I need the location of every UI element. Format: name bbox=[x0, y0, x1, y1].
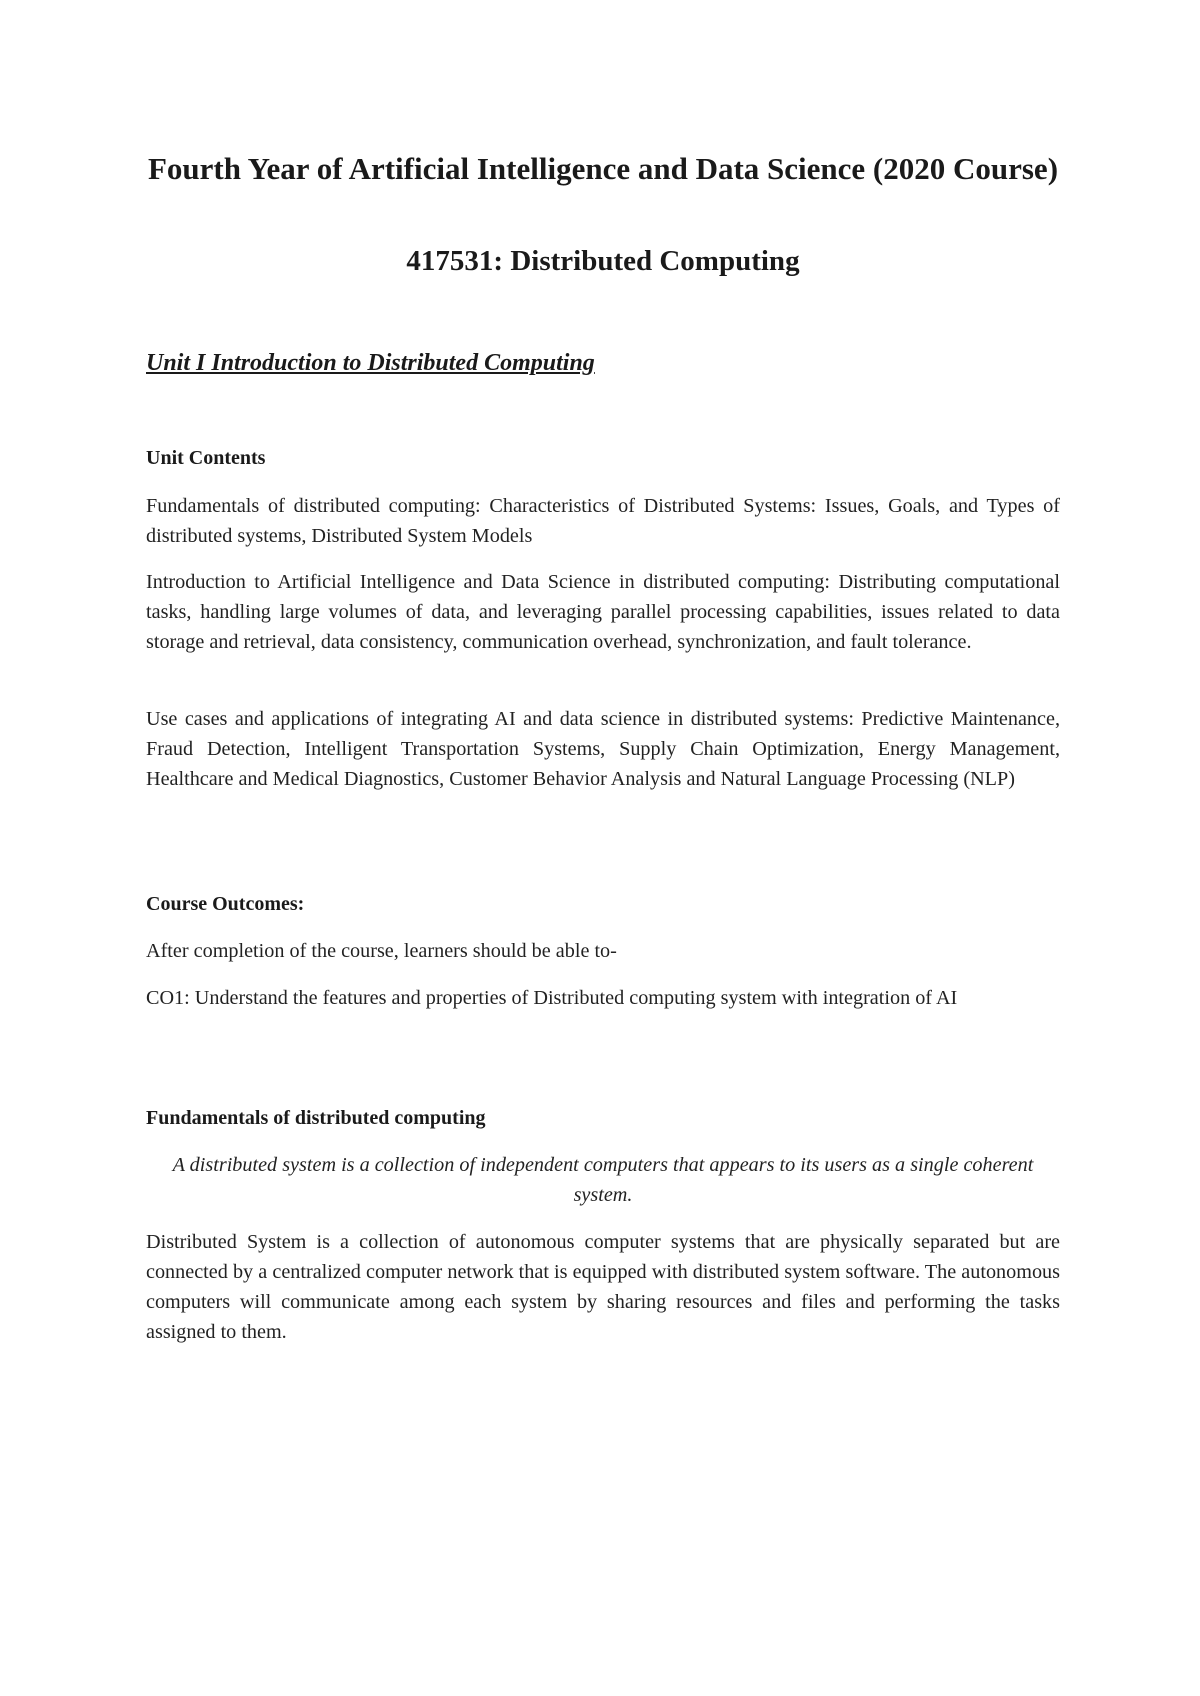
course-subtitle: 417531: Distributed Computing bbox=[406, 245, 800, 277]
fundamentals-label: Fundamentals of distributed computing bbox=[146, 1107, 486, 1129]
course-outcomes-label: Course Outcomes: bbox=[146, 893, 305, 915]
course-outcomes-intro: After completion of the course, learners should be able to- bbox=[146, 940, 617, 962]
course-outcome-co1: CO1: Understand the features and properties of Distributed computing system with integration of AI bbox=[146, 987, 958, 1009]
unit-heading: Unit I Introduction to Distributed Computing bbox=[146, 350, 595, 376]
unit-contents-paragraph-2: Introduction to Artificial Intelligence and Data Science in distributed computing: Distributing computational tasks, handling large volumes of data, and leveraging parallel processing capabilities, issues related to data storage and retrieval, data consistency, communication overhead, synchronization, and fault tolerance. bbox=[146, 571, 1060, 653]
document-title: Fourth Year of Artificial Intelligence and Data Science (2020 Course) bbox=[147, 151, 1059, 186]
fundamentals-paragraph: Distributed System is a collection of autonomous computer systems that are physically separated but are connected by a centralized computer network that is equipped with distributed system software. The autonomous computers will communicate among each system by sharing resources and files and performing the tasks assigned to them. bbox=[146, 1231, 1060, 1343]
distributed-system-definition-quote: A distributed system is a collection of independent computers that appears to its users as a single coherent system. bbox=[172, 1154, 1034, 1206]
unit-contents-label: Unit Contents bbox=[146, 447, 266, 469]
unit-contents-paragraph-3: Use cases and applications of integrating AI and data science in distributed systems: Predictive Maintenance, Fraud Detection, Intelligent Transportation Systems, Supply Chain Optimization, Energy Management, Healthcare and Medical Diagnostics, Customer Behavior Analysis and Natural Language Processing (NLP) bbox=[146, 708, 1060, 790]
unit-contents-paragraph-1: Fundamentals of distributed computing: Characteristics of Distributed Systems: Issues, Goals, and Types of distributed systems, Distributed System Models bbox=[146, 495, 1060, 547]
